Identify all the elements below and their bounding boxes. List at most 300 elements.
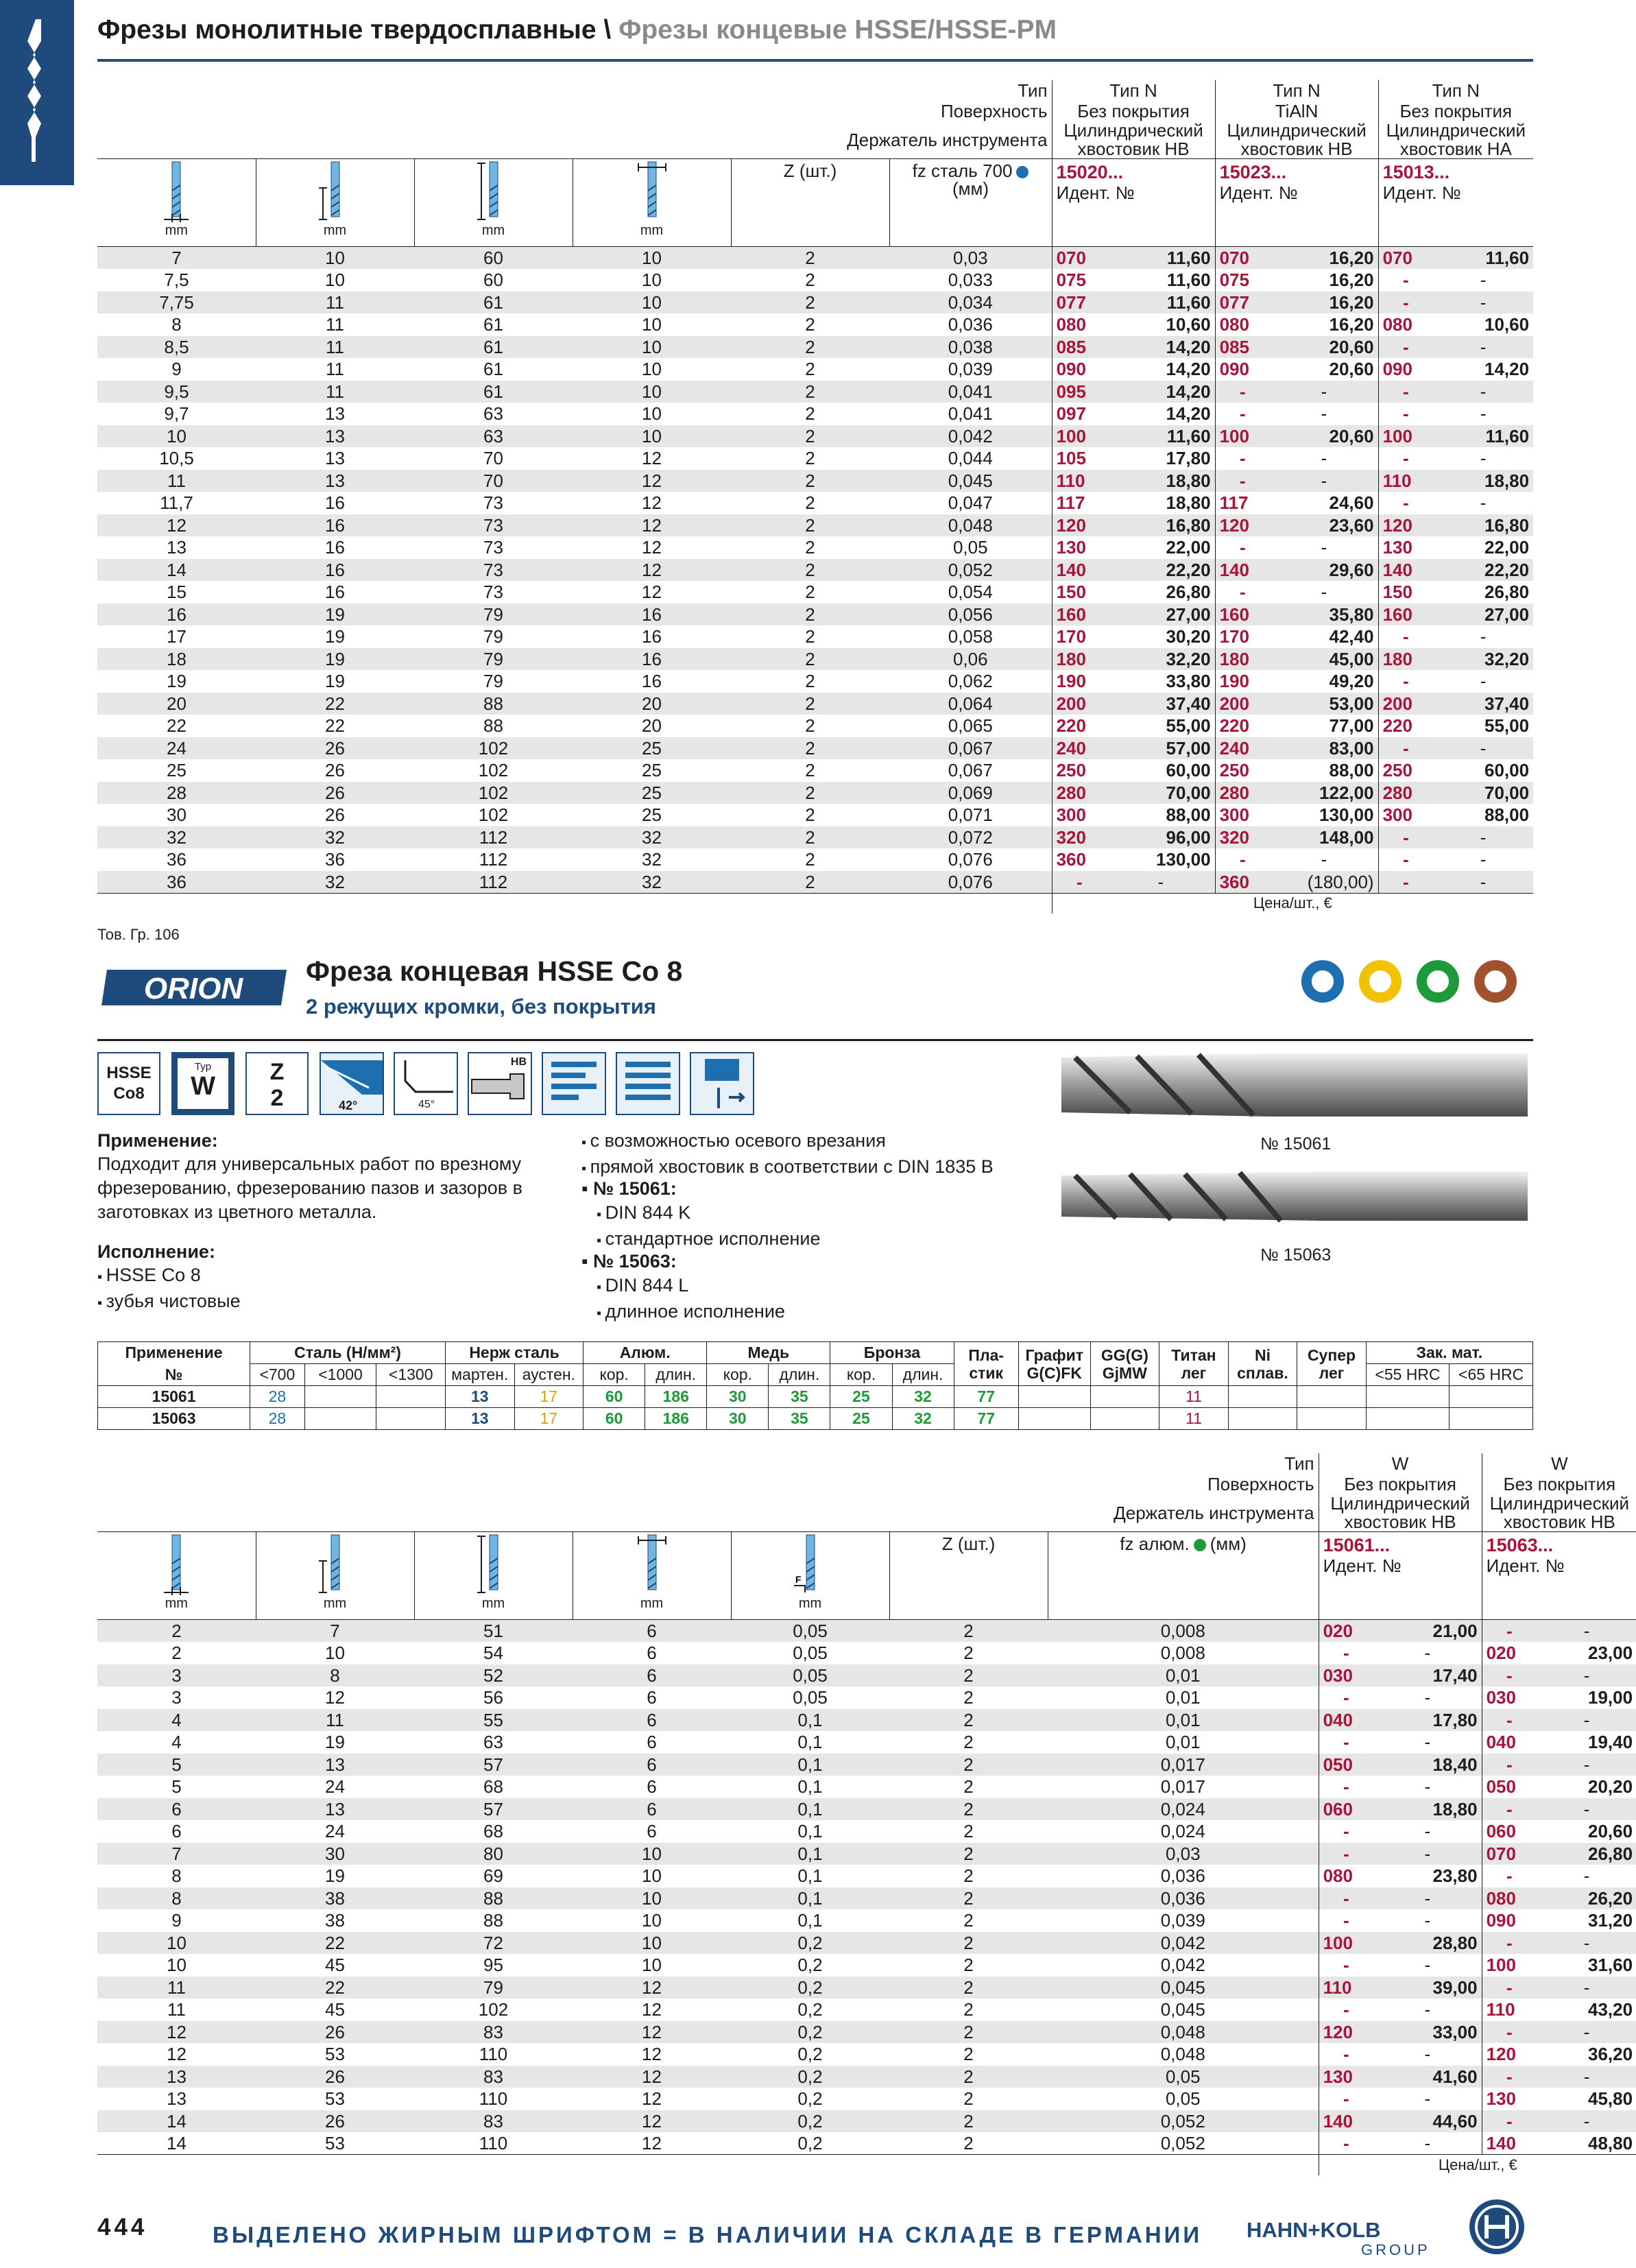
ident-code: 040 bbox=[1482, 1731, 1537, 1754]
cell: 12 bbox=[642, 582, 662, 603]
holder-line1: Цилиндрический bbox=[1063, 121, 1203, 141]
ident-code: - bbox=[1378, 492, 1433, 514]
cell: 0,034 bbox=[889, 291, 1052, 314]
cell: 12 bbox=[642, 2133, 662, 2153]
group-series bbox=[1215, 159, 1378, 247]
ident-code: - bbox=[1319, 1887, 1373, 1910]
cell: 2 bbox=[963, 2044, 974, 2065]
price: 33,00 bbox=[1373, 2021, 1482, 2044]
cell: 13 bbox=[325, 403, 345, 425]
icon-cell-d bbox=[97, 1532, 256, 1620]
table-row bbox=[97, 826, 1533, 849]
table-row bbox=[97, 536, 1533, 559]
mm-label: mm bbox=[165, 1596, 188, 1611]
ident-code: - bbox=[1482, 1932, 1537, 1955]
ident-code: 190 bbox=[1215, 670, 1270, 693]
app-header-line2: сплав. bbox=[1237, 1363, 1288, 1382]
price: - bbox=[1321, 582, 1327, 603]
price: 11,60 bbox=[1107, 247, 1215, 270]
series-number: 15013... bbox=[1382, 162, 1450, 182]
application-text bbox=[97, 1152, 522, 1224]
cutter-r-icon bbox=[793, 1533, 828, 1597]
mm-label: mm bbox=[323, 223, 347, 238]
cell: 6 bbox=[573, 1709, 731, 1732]
cell: 19 bbox=[325, 671, 345, 692]
cell: 9 bbox=[171, 1910, 182, 1931]
cell: 32 bbox=[573, 826, 731, 849]
t2-price-row bbox=[97, 2155, 1636, 2175]
app-value bbox=[304, 1386, 376, 1408]
cell: 2 bbox=[889, 1887, 1048, 1910]
table-row bbox=[97, 759, 1533, 782]
cell: 10 bbox=[325, 1643, 345, 1664]
bullet-item: ▪ DIN 844 K bbox=[597, 1201, 820, 1227]
price: 60,00 bbox=[1484, 760, 1530, 781]
app-sub: кор. bbox=[830, 1364, 892, 1386]
price: - bbox=[1433, 826, 1533, 849]
cell: 2 bbox=[889, 1843, 1048, 1865]
cell: 2 bbox=[805, 403, 815, 425]
ident-code: 150 bbox=[1052, 581, 1107, 604]
table-row bbox=[97, 693, 1533, 715]
cell: 22 bbox=[256, 1932, 414, 1955]
icon-cell-d1 bbox=[573, 1532, 731, 1620]
ident-code: 020 bbox=[1482, 1642, 1537, 1664]
cell: 110 bbox=[479, 2133, 508, 2153]
cell: 26 bbox=[325, 760, 345, 781]
cell: 26 bbox=[256, 782, 414, 804]
group-type: Тип N bbox=[1378, 80, 1533, 101]
cell: 2 bbox=[889, 1709, 1048, 1732]
cell: 19 bbox=[325, 1732, 345, 1753]
cell: 0,1 bbox=[731, 1887, 889, 1910]
cell: 45 bbox=[325, 1955, 345, 1976]
cell: 12 bbox=[167, 2044, 187, 2065]
app-row-no: 15063 bbox=[98, 1408, 250, 1430]
cell: 0,01 bbox=[1048, 1709, 1319, 1732]
price: - bbox=[1537, 1664, 1636, 1687]
cell: 2 bbox=[731, 871, 889, 894]
ident-code: 077 bbox=[1052, 291, 1107, 314]
app-value: 186 bbox=[645, 1408, 707, 1430]
ident-code: 300 bbox=[1215, 804, 1270, 826]
app-header-line1: Ni bbox=[1254, 1346, 1271, 1364]
price: 20,20 bbox=[1588, 1776, 1633, 1798]
cell: 112 bbox=[414, 826, 573, 849]
app-sub: аустен. bbox=[514, 1364, 584, 1386]
price: - bbox=[1537, 1798, 1636, 1821]
cell: 2 bbox=[889, 1977, 1048, 1999]
ident-label: Идент. № bbox=[1056, 182, 1135, 203]
ident-code: 240 bbox=[1215, 737, 1270, 760]
price: 32,20 bbox=[1433, 648, 1533, 671]
badge-flutes bbox=[245, 1052, 309, 1115]
cell: 36 bbox=[325, 849, 345, 870]
cell: 68 bbox=[483, 1776, 503, 1798]
cell: 10 bbox=[642, 1910, 662, 1931]
cell: 19 bbox=[256, 648, 414, 671]
table-row bbox=[97, 848, 1533, 871]
price: 11,60 bbox=[1166, 270, 1211, 291]
ident-code: 360 bbox=[1052, 848, 1107, 871]
series-number: 15020... bbox=[1056, 162, 1124, 182]
ident-code: 080 bbox=[1482, 1887, 1537, 1910]
bullet-item: ▪ зубья чистовые bbox=[97, 1289, 241, 1315]
app-header: Алюм. bbox=[584, 1342, 707, 1364]
app-header-line1: Пла- bbox=[968, 1346, 1005, 1364]
variant-15061: ▪ № 15061: ▪ DIN 844 K ▪ стандартное исполнение bbox=[581, 1177, 820, 1253]
ident-code: 130 bbox=[1482, 2088, 1537, 2110]
cell: 0,076 bbox=[948, 849, 993, 870]
price: 83,00 bbox=[1270, 737, 1378, 760]
application-table bbox=[97, 1341, 1533, 1430]
cell: 61 bbox=[414, 336, 573, 359]
cell: 22 bbox=[256, 693, 414, 715]
bullet-item: ▪ длинное исполнение bbox=[597, 1300, 785, 1326]
product-title: Фреза концевая HSSE Co 8 bbox=[306, 955, 683, 987]
t2-holder-row bbox=[97, 1494, 1636, 1532]
icon-cell-r bbox=[731, 1532, 889, 1620]
ident-code: - bbox=[1052, 871, 1107, 894]
app-header-line1: Графит bbox=[1025, 1346, 1083, 1364]
price: - bbox=[1107, 871, 1215, 894]
t1-holder-row bbox=[97, 121, 1533, 159]
application-line: заготовках из цветного металла. bbox=[97, 1202, 377, 1222]
price: 32,20 bbox=[1107, 648, 1215, 671]
cell: 0,2 bbox=[731, 2066, 889, 2088]
cell: 2 bbox=[963, 1865, 974, 1887]
cell: 10 bbox=[573, 247, 731, 270]
cell: 32 bbox=[256, 871, 414, 894]
mm-label: mm bbox=[640, 223, 664, 238]
ident-code: 250 bbox=[1052, 759, 1107, 782]
cell: 16 bbox=[325, 492, 345, 514]
ident-code: 020 bbox=[1319, 1620, 1373, 1643]
cell: 12 bbox=[642, 448, 662, 469]
price: 88,00 bbox=[1166, 804, 1211, 826]
price: 53,00 bbox=[1270, 693, 1378, 715]
app-value: 13 bbox=[445, 1408, 514, 1430]
surface-label: Поверхность bbox=[1207, 1474, 1314, 1494]
cell: 6 bbox=[647, 1643, 657, 1664]
ident-code: 160 bbox=[1215, 604, 1270, 626]
group-type: Тип N bbox=[1215, 80, 1378, 101]
cell: 2 bbox=[731, 559, 889, 582]
cell: 72 bbox=[414, 1932, 573, 1955]
app-header: Применение bbox=[98, 1342, 250, 1364]
ident-code: 140 bbox=[1319, 2110, 1373, 2133]
price: - bbox=[1433, 336, 1533, 359]
cell: 63 bbox=[483, 1732, 503, 1753]
table-row bbox=[97, 269, 1533, 291]
bullet-item: ▪ с возможностью осевого врезания bbox=[581, 1129, 994, 1155]
cell: 16 bbox=[256, 514, 414, 537]
ident-code: - bbox=[1319, 2132, 1373, 2155]
ident-code: - bbox=[1319, 1776, 1373, 1798]
table-row bbox=[97, 2066, 1636, 2088]
title-main: Фрезы монолитные твердосплавные bbox=[97, 15, 597, 45]
angle-42-label: 42° bbox=[339, 1099, 358, 1112]
table-row bbox=[97, 358, 1533, 381]
bullet-item: ▪ HSSE Co 8 bbox=[97, 1263, 241, 1289]
app-header bbox=[954, 1342, 1018, 1386]
cell: 102 bbox=[478, 1999, 509, 2020]
cell: 2 bbox=[731, 604, 889, 626]
cell: 13 bbox=[256, 1798, 414, 1821]
cell: 13 bbox=[167, 2088, 187, 2110]
table-row bbox=[97, 1909, 1636, 1932]
cell: 6 bbox=[573, 1798, 731, 1821]
cell: 70 bbox=[483, 448, 503, 469]
t1-type-row bbox=[97, 80, 1533, 101]
cell: 2 bbox=[805, 270, 815, 291]
table-row bbox=[97, 782, 1533, 804]
cell: 10 bbox=[573, 381, 731, 403]
tool-photo-15063 bbox=[1061, 1165, 1528, 1228]
cell: 0,052 bbox=[1048, 2110, 1319, 2133]
cell: 38 bbox=[256, 1887, 414, 1910]
app-sub: <700 bbox=[250, 1364, 305, 1386]
price: 22,20 bbox=[1433, 559, 1533, 582]
cell: 52 bbox=[414, 1664, 573, 1687]
cell: 2 bbox=[731, 425, 889, 448]
cell: 26 bbox=[256, 2110, 414, 2133]
cell: 73 bbox=[483, 537, 503, 558]
t2-icon-row bbox=[97, 1532, 1636, 1620]
brand-name: HAHN+KOLB bbox=[1247, 2218, 1381, 2242]
ident-code: 085 bbox=[1052, 336, 1107, 359]
cell: 2 bbox=[731, 648, 889, 671]
price: 39,00 bbox=[1373, 1977, 1482, 1999]
group-series bbox=[1052, 159, 1215, 247]
app-value bbox=[1366, 1408, 1449, 1430]
app-value bbox=[1018, 1408, 1090, 1430]
cell: 61 bbox=[483, 314, 503, 335]
price: 122,00 bbox=[1270, 782, 1378, 804]
cell: 0,036 bbox=[948, 314, 993, 335]
cell: 16 bbox=[573, 648, 731, 671]
cell: 51 bbox=[414, 1620, 573, 1643]
photo-label-15061: № 15061 bbox=[1260, 1134, 1332, 1154]
ident-code: - bbox=[1482, 1754, 1537, 1776]
app-value: 60 bbox=[584, 1386, 645, 1408]
price: 55,00 bbox=[1166, 715, 1211, 737]
price: - bbox=[1537, 1932, 1636, 1955]
app-sub: длин. bbox=[892, 1364, 954, 1386]
app-value: 17 bbox=[514, 1386, 584, 1408]
ident-code: 140 bbox=[1378, 559, 1433, 582]
table-row bbox=[97, 804, 1533, 826]
cell: 11 bbox=[256, 1709, 414, 1732]
icon-cell-l1 bbox=[256, 1532, 414, 1620]
cell: 26 bbox=[256, 2021, 414, 2044]
cell: 8,5 bbox=[97, 336, 256, 359]
cell: 0,067 bbox=[948, 760, 993, 781]
cell: 5 bbox=[171, 1776, 182, 1798]
cell: 12 bbox=[97, 2021, 256, 2044]
cell: 0,024 bbox=[1160, 1821, 1205, 1842]
cell: 0,01 bbox=[1165, 1732, 1201, 1753]
cell: 95 bbox=[483, 1955, 503, 1976]
price: 31,60 bbox=[1588, 1955, 1633, 1976]
cell: 10,5 bbox=[159, 448, 194, 469]
cell: 0,1 bbox=[797, 1821, 823, 1842]
cell: 8 bbox=[171, 314, 182, 335]
price: 16,80 bbox=[1107, 514, 1215, 537]
cell: 2 bbox=[889, 1932, 1048, 1955]
cell: 73 bbox=[483, 582, 503, 603]
price: 26,20 bbox=[1537, 1887, 1636, 1910]
cell: 57 bbox=[414, 1798, 573, 1821]
table-row bbox=[97, 604, 1533, 626]
table-row bbox=[97, 2043, 1636, 2066]
icon-cell-d1 bbox=[573, 159, 731, 247]
cell: 14 bbox=[97, 2110, 256, 2133]
cell: 0,036 bbox=[1048, 1887, 1319, 1910]
icon-cell-l2 bbox=[414, 1532, 573, 1620]
holder-line2: хвостовик HA bbox=[1399, 139, 1512, 159]
table-row bbox=[97, 1776, 1636, 1798]
price: 45,80 bbox=[1588, 2088, 1633, 2110]
ident-code: 110 bbox=[1482, 1998, 1537, 2021]
ident-code: 120 bbox=[1482, 2043, 1537, 2066]
price: - bbox=[1424, 1999, 1431, 2020]
price: - bbox=[1537, 2021, 1636, 2044]
ident-label: Идент. № bbox=[1323, 1555, 1402, 1576]
price: 23,80 bbox=[1432, 1865, 1478, 1887]
cell: 88 bbox=[483, 1910, 503, 1931]
app-sub: кор. bbox=[707, 1364, 769, 1386]
app-value bbox=[304, 1408, 376, 1430]
cell: 2 bbox=[805, 715, 815, 737]
table-row bbox=[97, 492, 1533, 514]
app-value bbox=[1228, 1408, 1297, 1430]
ident-code: - bbox=[1482, 1620, 1537, 1643]
price: 57,00 bbox=[1107, 737, 1215, 760]
cell: 13 bbox=[256, 470, 414, 492]
cell: 73 bbox=[414, 514, 573, 537]
price: 23,00 bbox=[1588, 1643, 1633, 1664]
table-row bbox=[97, 1731, 1636, 1754]
cell: 79 bbox=[414, 648, 573, 671]
cell: 0,03 bbox=[889, 247, 1052, 270]
price: - bbox=[1433, 291, 1533, 314]
cell: 53 bbox=[325, 2133, 345, 2153]
cell: 10 bbox=[573, 1843, 731, 1865]
price: 28,80 bbox=[1373, 1932, 1482, 1955]
ident-label: Идент. № bbox=[1219, 182, 1298, 203]
price: 18,80 bbox=[1166, 492, 1211, 514]
app-header bbox=[1090, 1342, 1159, 1386]
app-row bbox=[98, 1386, 1533, 1408]
cell: 70 bbox=[414, 470, 573, 492]
cell: 26 bbox=[256, 737, 414, 760]
app-value: 32 bbox=[892, 1386, 954, 1408]
price-note: Цена/шт., € bbox=[1319, 2155, 1636, 2175]
cell: 6 bbox=[171, 1821, 182, 1842]
cell: 6 bbox=[647, 1687, 657, 1708]
icon-cell-d bbox=[97, 159, 256, 247]
ident-code: - bbox=[1482, 1709, 1537, 1732]
ident-code: 050 bbox=[1319, 1754, 1373, 1776]
cell: 14 bbox=[167, 2133, 187, 2153]
cell: 0,2 bbox=[797, 2088, 823, 2110]
app-value: 30 bbox=[707, 1386, 769, 1408]
holder-label: Держатель инструмента bbox=[97, 121, 1052, 159]
table-hsse-type-n bbox=[97, 80, 1533, 914]
cell: 8 bbox=[256, 1664, 414, 1687]
cell: 2 bbox=[171, 1643, 182, 1664]
cell: 6 bbox=[647, 1776, 657, 1798]
cell: 20 bbox=[97, 693, 256, 715]
svg-text:ORION: ORION bbox=[143, 972, 243, 1005]
cell: 0,042 bbox=[1048, 1932, 1319, 1955]
cutter-d-icon bbox=[158, 1533, 194, 1597]
cell: 80 bbox=[414, 1843, 573, 1865]
cell: 19 bbox=[325, 626, 345, 647]
cell: 0,05 bbox=[952, 537, 988, 558]
slot-milling-icon bbox=[542, 1052, 606, 1115]
cell: 61 bbox=[414, 381, 573, 403]
cell: 0,045 bbox=[1160, 1999, 1205, 2020]
ident-code: 200 bbox=[1052, 693, 1107, 715]
badge-material-line2: Co8 bbox=[113, 1084, 145, 1103]
price: 17,80 bbox=[1166, 448, 1211, 469]
cell: 0,1 bbox=[731, 1754, 889, 1776]
cell: 0,2 bbox=[731, 2110, 889, 2133]
group-surface: Без покрытия bbox=[1052, 101, 1215, 121]
cell: 53 bbox=[325, 2044, 345, 2065]
price: 33,80 bbox=[1166, 671, 1211, 692]
ident-code: - bbox=[1378, 447, 1433, 470]
cell: 11 bbox=[256, 336, 414, 359]
ident-code: - bbox=[1319, 1820, 1373, 1843]
table-row bbox=[97, 425, 1533, 448]
ident-code: - bbox=[1378, 871, 1433, 894]
goods-group: Тов. Гр. 106 bbox=[97, 926, 180, 943]
ident-code: - bbox=[1215, 848, 1270, 871]
ident-code: - bbox=[1378, 381, 1433, 403]
blank bbox=[97, 893, 1052, 914]
t2-surface-row bbox=[97, 1474, 1636, 1494]
cell: 36 bbox=[167, 849, 187, 870]
ident-code: - bbox=[1215, 536, 1270, 559]
ident-code: 300 bbox=[1378, 804, 1433, 826]
cell: 6 bbox=[647, 1732, 657, 1753]
cell: 0,067 bbox=[889, 737, 1052, 760]
cell: 0,048 bbox=[1160, 2044, 1205, 2065]
cell: 0,041 bbox=[889, 381, 1052, 403]
cell: 13 bbox=[256, 1754, 414, 1776]
price: - bbox=[1480, 671, 1487, 692]
app-header: Зак. мат. bbox=[1366, 1342, 1532, 1364]
price: 22,00 bbox=[1166, 537, 1211, 558]
cell: 5 bbox=[97, 1754, 256, 1776]
app-value: 77 bbox=[954, 1408, 1018, 1430]
app-value bbox=[376, 1408, 446, 1430]
cell: 10 bbox=[642, 359, 662, 380]
mm-label: mm bbox=[323, 1596, 347, 1611]
price: 11,60 bbox=[1107, 425, 1215, 448]
cell: 19 bbox=[167, 671, 187, 692]
price: 30,20 bbox=[1166, 626, 1211, 647]
price: 43,20 bbox=[1588, 1999, 1633, 2020]
group-surface: Без покрытия bbox=[1482, 1474, 1636, 1494]
cell: 0,008 bbox=[1160, 1643, 1205, 1664]
blank bbox=[97, 2155, 1319, 2175]
cell: 0,1 bbox=[731, 1798, 889, 1821]
ident-code: 140 bbox=[1052, 559, 1107, 582]
